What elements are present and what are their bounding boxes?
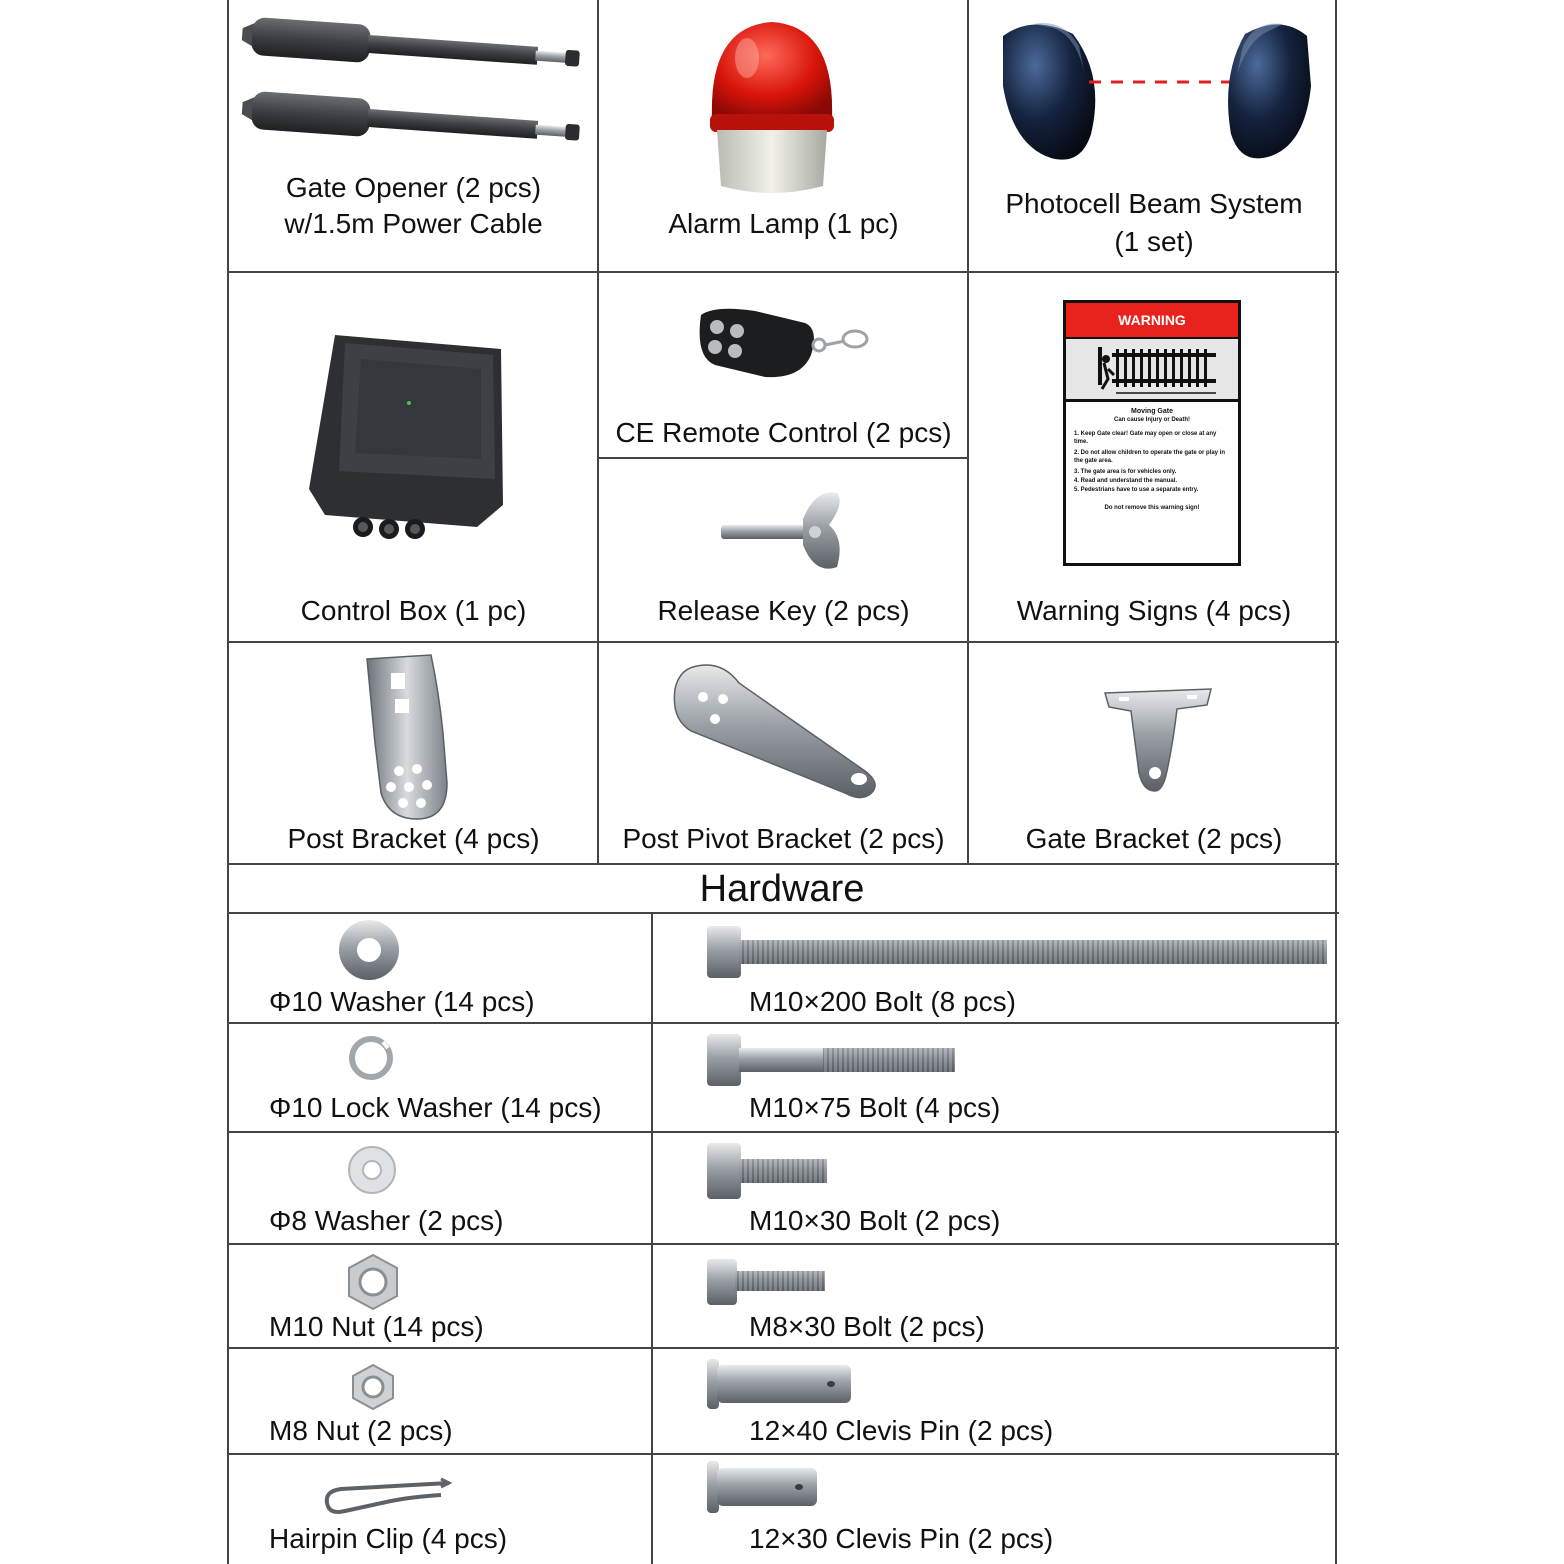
hardware-item (653, 1245, 1339, 1347)
photocell-label-qty: (1 set) (1114, 226, 1194, 257)
clevis-pin-icon (707, 1359, 853, 1409)
alarm-lamp-cell (599, 0, 968, 271)
washer-icon (347, 1145, 397, 1195)
release-key-cell (599, 459, 968, 641)
hardware-item (653, 1455, 1339, 1564)
hardware-item (653, 1133, 1339, 1243)
gate-bracket-icon (1103, 687, 1213, 797)
post-bracket-cell (229, 643, 598, 863)
hardware-item (653, 914, 1339, 1022)
warning-sign-rule: 5. Pedestrians have to use a separate entry. (1074, 487, 1199, 493)
control-box-cell (229, 273, 598, 641)
gate-opener-note: w/1.5m Power Cable (284, 208, 543, 239)
post-pivot-bracket-icon (669, 661, 889, 801)
gate-opener-cell (229, 0, 598, 271)
hardware-item (229, 1349, 651, 1453)
photocell-label: Photocell Beam System (1005, 188, 1303, 219)
hardware-label: 12×40 Clevis Pin (2 pcs) (749, 1415, 1054, 1446)
nut-icon (349, 1363, 397, 1411)
hardware-label: Hairpin Clip (4 pcs) (269, 1523, 508, 1554)
hardware-item (229, 1133, 651, 1243)
hardware-label: Φ10 Lock Washer (14 pcs) (269, 1092, 602, 1123)
hardware-item (653, 1024, 1339, 1131)
warning-sign-rule: 4. Read and understand the manual. (1074, 478, 1178, 484)
hardware-label: M10 Nut (14 pcs) (269, 1311, 484, 1342)
hardware-label: M10×200 Bolt (8 pcs) (749, 986, 1016, 1017)
gate-opener-label: Gate Opener (2 pcs) (285, 172, 542, 203)
washer-icon (337, 918, 401, 982)
warning-sign-icon (1063, 300, 1241, 566)
bolt-icon (707, 1032, 957, 1088)
post-pivot-bracket-label: Post Pivot Bracket (2 pcs) (622, 823, 945, 854)
hardware-title: Hardware (699, 868, 865, 910)
warning-sign-footer: Do not remove this warning sign! (1104, 505, 1200, 511)
gate-bracket-label: Gate Bracket (2 pcs) (1025, 823, 1283, 854)
hardware-label: M10×30 Bolt (2 pcs) (749, 1205, 1001, 1236)
warning-sign-rule: 2. Do not allow children to operate the gate or play in the gate area. (1074, 450, 1226, 464)
hardware-item (229, 1024, 651, 1131)
release-key-label: Release Key (2 pcs) (657, 595, 910, 626)
bolt-icon (707, 924, 1329, 980)
remote-control-cell (599, 273, 968, 457)
release-key-icon (719, 489, 849, 575)
nut-icon (344, 1253, 402, 1311)
remote-control-label: CE Remote Control (2 pcs) (615, 417, 952, 448)
hardware-label: M10×75 Bolt (4 pcs) (749, 1092, 1001, 1123)
hardware-label: 12×30 Clevis Pin (2 pcs) (749, 1523, 1054, 1554)
warning-sign-title: Moving Gate (1130, 408, 1173, 415)
remote-control-icon (695, 305, 875, 385)
control-box-label: Control Box (1 pc) (300, 595, 527, 626)
warning-sign-rule: 3. The gate area is for vehicles only. (1074, 469, 1177, 475)
alarm-lamp-icon (707, 18, 837, 198)
post-bracket-label: Post Bracket (4 pcs) (287, 823, 540, 854)
hardware-item (229, 1455, 651, 1564)
hardware-item (229, 1245, 651, 1347)
bolt-icon (707, 1257, 827, 1307)
hardware-label: Φ8 Washer (2 pcs) (269, 1205, 504, 1236)
photocell-cell (969, 0, 1339, 271)
warning-sign-rule: 1. Keep Gate clear! Gate may open or close at any time. (1074, 431, 1217, 445)
post-pivot-bracket-cell (599, 643, 968, 863)
hardware-label: Φ10 Washer (14 pcs) (269, 986, 535, 1017)
gate-pictogram (1066, 339, 1238, 402)
gate-bracket-cell (969, 643, 1339, 863)
warning-sign-subtitle: Can cause Injury or Death! (1113, 417, 1191, 423)
lock-washer-icon (347, 1034, 395, 1082)
photocell-icon (993, 16, 1323, 166)
hardware-item (229, 914, 651, 1022)
bolt-icon (707, 1141, 829, 1201)
parts-sheet (227, 0, 1337, 1564)
control-box-icon (305, 329, 515, 539)
post-bracket-icon (361, 653, 451, 823)
hairpin-clip-icon (321, 1473, 453, 1519)
hardware-label: M8 Nut (2 pcs) (269, 1415, 453, 1446)
alarm-lamp-label: Alarm Lamp (1 pc) (668, 208, 899, 239)
hardware-item (653, 1349, 1339, 1453)
hardware-label: M8×30 Bolt (2 pcs) (749, 1311, 985, 1342)
gate-opener-icon (241, 18, 586, 168)
warning-signs-cell (969, 273, 1339, 641)
warning-sign-header: WARNING (1066, 303, 1238, 339)
clevis-pin-icon (707, 1461, 819, 1513)
warning-signs-label: Warning Signs (4 pcs) (1016, 595, 1292, 626)
